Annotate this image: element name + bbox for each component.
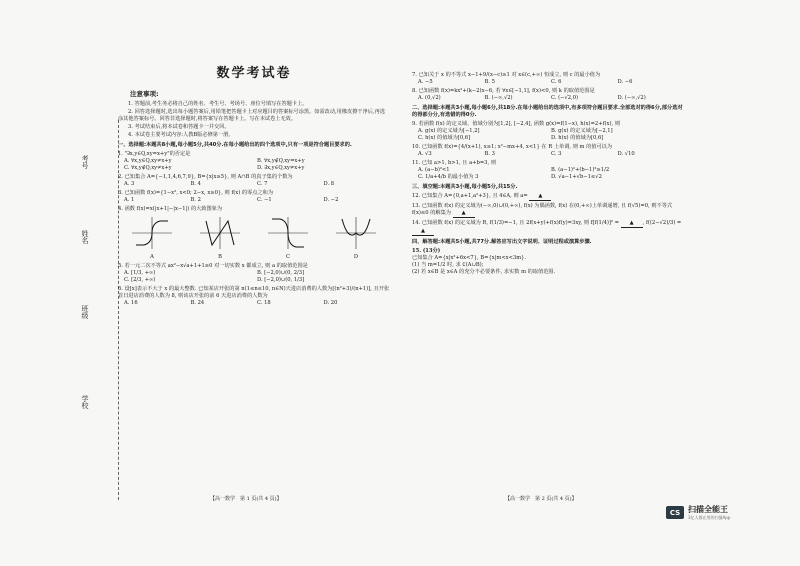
scanner-name: 扫描全能王 <box>688 505 728 514</box>
graph-options <box>118 215 390 261</box>
section-heading: 二、选择题:本题共3小题,每小题6分,共18分.在每小题给出的选项中,有多项符合题目要求.全部选对的得6分,部分选对的得部分分,有选错的得0分. <box>412 105 683 118</box>
option: C. 6 <box>551 79 562 85</box>
left-page-footer: 【高一数学 第 1 页(共 4 页)】 <box>210 496 282 502</box>
notice-heading: 注意事项: <box>130 90 159 98</box>
question-part: (2) 若 x∈B 是 x∈A 的充分不必要条件, 求实数 m 的取值范围. <box>412 269 556 275</box>
graph-option <box>198 215 242 261</box>
right-page-footer: 【高一数学 第 2 页(共 4 页)】 <box>505 496 577 502</box>
option: B. (−∞,√2) <box>484 95 513 101</box>
option: B. 3 <box>484 151 495 157</box>
question-stem: 1. "∃x,y∈Q,xy=x+y"的否定是 <box>118 151 191 157</box>
question-stem: 9. 若函数 f(x) 的定义域、值域分别为[1,2], [−2,4], 函数 g(x)=f(1−x), h(x)=2+f(x), 则 <box>412 121 620 127</box>
notice-item: 2. 回答选择题时,选出每小题答案后,用铅笔把答题卡上对应题目的答案标号涂黑。如需改动,用橡皮擦干净后,再选涂其他答案标号。回答非选择题时,将答案写在答题卡上。写在本试卷上无效。 <box>118 109 386 122</box>
question-stem: 7. 已知关于 x 的不等式 x−1+9/(x−c)≥1 对 x∈(c,+∞) 恒成立, 则 c 的最小值为 <box>412 72 601 78</box>
option: D. √a−1+√b−1≤√2 <box>551 174 602 180</box>
question-stem: 5. 若一元二次不等式 ax²−x√a+1+1≥0 对一切实数 x 都成立, 则 a 的取值范围是 <box>118 263 308 269</box>
graph-option <box>334 215 378 261</box>
question-6 <box>118 286 390 307</box>
option: A. (a−b)²<1 <box>418 167 450 173</box>
option: D. ∃x,y∈Q,xy≠x+y <box>257 165 305 171</box>
notice-item: 3. 考试结束后,将本试卷和答题卡一并交回。 <box>128 124 230 130</box>
option: B. ∀x,y∉Q,xy=x+y <box>257 158 305 164</box>
notice-list <box>118 101 390 139</box>
graph-d-icon <box>334 215 378 251</box>
graph-a-icon <box>130 215 174 251</box>
answer-blank: ▲ <box>529 193 551 201</box>
question-part: (1) 当 m=1/2 时, 求 ∁(A∪B); <box>412 262 484 268</box>
notice-item: 4. 本试卷主要考试内容:人教B版必修第一册。 <box>128 132 234 138</box>
fill-stem: 13. 已知函数 f(x) 的定义域为(−∞,0)∪(0,+∞), f(x) 为偶函数, f(x) 在(0,+∞)上单调递增, 且 f(√5)=0, 则不等式 f(x)≤0 的解集为 <box>412 203 673 216</box>
option: C. −1 <box>257 197 272 203</box>
option: A. (0,√2) <box>418 95 441 101</box>
fill-stem: 12. 已知集合 A={0,a+1,a²+3}, 且 4∈A, 则 a= <box>412 193 528 199</box>
option: D. 20 <box>323 300 338 306</box>
option: D. 8 <box>323 181 335 187</box>
exam-title: 数学考试卷 <box>216 66 292 81</box>
option: C. 7 <box>257 181 268 187</box>
scanner-logo-icon: CS <box>666 506 684 519</box>
section-heading: 一、选择题:本题共8小题,每小题5分,共40分.在每小题给出的四个选项中,只有一项是符合题目要求的. <box>118 142 352 148</box>
question-4 <box>118 206 390 261</box>
question-stem: 2. 已知集合 A={−1,1,4,6,7,9}, B={x|x≥5}, 则 A∩B 的真子集的个数为 <box>118 174 293 180</box>
graph-option <box>266 215 310 261</box>
binding-label-class: 班级 <box>81 305 89 319</box>
question-9 <box>412 121 684 142</box>
question-stem: 4. 函数 f(x)=x(|x+1|−|x−1|) 的大致图象为 <box>118 206 223 212</box>
option: D. √10 <box>617 151 635 157</box>
question-stem: 10. 已知函数 f(x)={4/(x+1), x≥1; x²−mx+4, x<1} 在 R 上单调, 则 m 的值可以为 <box>412 144 613 150</box>
binding-label-school: 学校 <box>81 395 89 409</box>
question-head: 15. (13分) <box>412 248 441 254</box>
option: C. [2/3, +∞) <box>124 277 156 283</box>
graph-b-icon <box>198 215 242 251</box>
question-stem: 11. 已知 a>1, b>1, 且 a+b=3, 则 <box>412 160 496 166</box>
question-3 <box>118 190 390 204</box>
option: B <box>218 254 222 260</box>
question-7 <box>412 72 684 86</box>
question-stem: 8. 已知函数 f(x)=kx²+(k−2)x−6, 若 ∀x∈[−1,1], f(x)<0, 则 k 的取值范围是 <box>412 88 595 94</box>
binding-margin <box>81 120 119 500</box>
left-page <box>118 60 390 308</box>
option: A. √3 <box>418 151 432 157</box>
option: D. h(x) 的值域为[0,6] <box>551 135 604 141</box>
binding-label-exam-no: 考号 <box>81 155 89 169</box>
answer-blank: ▲ <box>453 210 475 218</box>
option: D. −6 <box>617 79 633 85</box>
scanner-watermark <box>666 504 730 521</box>
option: D. (−∞,√2) <box>617 95 646 101</box>
option: B. 4 <box>190 181 201 187</box>
option: B. 2 <box>190 197 201 203</box>
option: D. −2 <box>323 197 339 203</box>
fill-question <box>412 193 684 201</box>
option: A. 16 <box>124 300 138 306</box>
option: B. g(x) 的定义域为[−2,1] <box>551 128 613 134</box>
section-heading: 四、解答题:本题共5小题,共77分.解答应写出文字说明、证明过程或演算步骤. <box>412 239 592 245</box>
question-10 <box>412 144 684 158</box>
answer-blank: ▲ <box>621 220 643 228</box>
section-heading: 三、填空题:本题共3小题,每小题5分,共15分. <box>412 184 518 190</box>
option: C. 3 <box>551 151 562 157</box>
question-8 <box>412 88 684 102</box>
fill-question: 14. 已知函数 f(x) 的定义域为 R, f(1/3)=−1, 且 2f(x+y)+f(x)f(y)=3xy, 则 f[f(1/4)]² = ▲ , f((2−√2)/3) = ▲ <box>412 220 682 234</box>
option: D <box>353 254 359 260</box>
option: C. ∀x,y∉Q,xy≠x+y <box>124 165 172 171</box>
option: C. 1/a+4/b 的最小值为 3 <box>418 174 479 180</box>
question-2 <box>118 174 390 188</box>
fill-stem: 14. 已知函数 f(x) 的定义域为 R, f(1/3)=−1, 且 2f(x+y)+f(x)f(y)=3xy, 则 f[f(1/4)]² = <box>412 220 619 226</box>
option: C. 18 <box>257 300 271 306</box>
option: C. h(x) 的值域为[0,6] <box>418 135 471 141</box>
option: C <box>286 254 290 260</box>
question-1 <box>118 151 390 172</box>
option: A. −5 <box>418 79 433 85</box>
binding-label-name: 姓名 <box>81 230 89 244</box>
answer-blank: ▲ <box>412 228 434 236</box>
option: B. 24 <box>190 300 205 306</box>
question-given: 已知集合 A={x|x²+6x<7}, B={x|m<x<3m}. <box>412 255 527 261</box>
option: A. 1 <box>124 197 135 203</box>
question-11 <box>412 160 684 181</box>
option: B. [−2,0)∪(0, 2/3] <box>257 270 305 276</box>
scanner-tagline: 3亿人都在用的扫描App <box>688 515 731 520</box>
option: A. [1/3, +∞) <box>124 270 156 276</box>
option: A <box>150 254 154 260</box>
option: D. [−2,0)∪(0, 1/3] <box>257 277 305 283</box>
graph-c-icon <box>266 215 310 251</box>
option: A. g(x) 的定义域为[−1,2] <box>418 128 480 134</box>
notice-item: 1. 答题前,考生务必将自己的姓名、考生号、考场号、座位号填写在答题卡上。 <box>128 101 308 107</box>
fill-stem: f((2−√2)/3) = <box>645 220 682 226</box>
option: A. 3 <box>124 181 135 187</box>
question-stem: 6. 设[x]表示不大于 x 的最大整数. 已知某店开张的第 n(1≤n≤10, n∈N)天进店消费的人数为[(n²+3)/(n+1)], 且开张首日进店消费的人数为 8, 则该店开张的前 6 天进店消费的人数为 <box>118 286 390 299</box>
question-15 <box>412 248 684 276</box>
graph-option <box>130 215 174 261</box>
question-5 <box>118 263 390 284</box>
option: C. (−√2,0) <box>551 95 579 101</box>
right-page <box>412 70 684 277</box>
fill-question <box>412 203 684 218</box>
option: B. (a−1)²+(b−1)²≥1/2 <box>551 167 610 173</box>
option: B. 5 <box>484 79 495 85</box>
question-stem: 3. 已知函数 f(x)={1−x², x<0; 2−x, x≥0}, 则 f(x) 的零点之和为 <box>118 190 274 196</box>
option: A. ∀x,y∈Q,xy≠x+y <box>124 158 172 164</box>
